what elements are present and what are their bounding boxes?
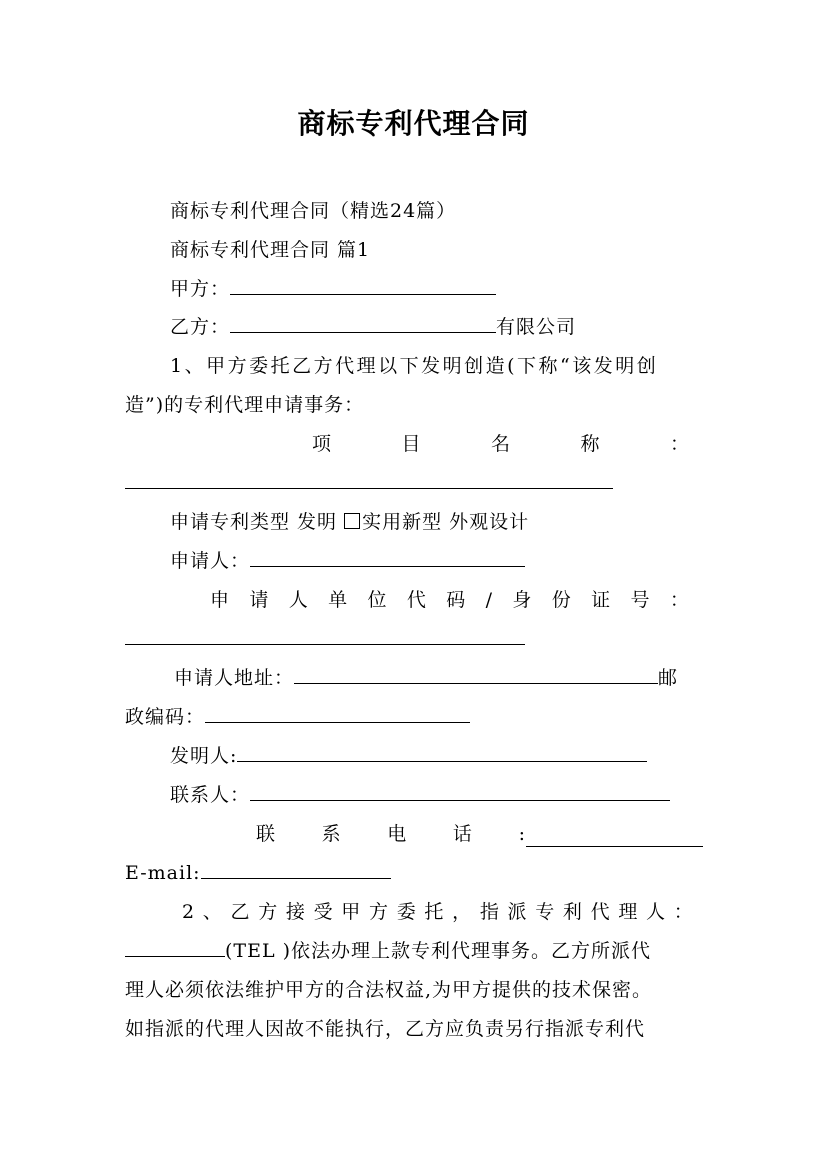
project-name-blank	[125, 470, 613, 489]
clause2-char: 托	[424, 901, 445, 923]
phone-blank	[526, 828, 703, 847]
clause2-char: 委	[396, 901, 417, 923]
patent-type-option: 实用新型 外观设计	[362, 511, 530, 533]
clause2-char: 方	[258, 901, 279, 923]
applicant-label: 申请人：	[170, 550, 251, 572]
clause2-line3: 理人必须依法维护甲方的合法权益,为甲方提供的技术保密。	[125, 979, 653, 1001]
project-name-char: ：	[669, 433, 690, 455]
unit-code-line	[125, 626, 703, 652]
clause2-line2-text: (TEL )依法办理上款专利代理事务。乙方所派代	[225, 940, 652, 962]
address-label: 申请人地址：	[174, 667, 295, 689]
address-blank	[294, 665, 658, 684]
applicant-line	[170, 548, 703, 574]
agent-blank	[125, 938, 225, 957]
email-label: E-mail:	[125, 862, 201, 884]
unit-code-char: 请	[249, 589, 270, 611]
party-b-label: 乙方：	[170, 316, 231, 338]
address-line	[174, 665, 703, 691]
clause2-char: 接	[285, 901, 306, 923]
article-heading: 商标专利代理合同 篇1	[170, 239, 371, 261]
inventor-line	[170, 743, 703, 769]
party-b-suffix: 有限公司	[496, 316, 577, 338]
email-blank	[201, 860, 391, 879]
clause2-char: 乙	[230, 901, 251, 923]
clause2-char: 人	[646, 901, 667, 923]
phone-char: 话	[452, 823, 473, 845]
clause2-char: 、	[202, 901, 223, 923]
party-a-label: 甲方：	[170, 278, 231, 300]
clause2-char: 利	[562, 901, 583, 923]
party-a-blank	[230, 276, 496, 295]
unit-code-char: 单	[328, 589, 349, 611]
clause2-char: 方	[369, 901, 390, 923]
party-b-line	[170, 314, 703, 340]
clause2-char: 派	[507, 901, 528, 923]
unit-code-char: 人	[288, 589, 309, 611]
clause2-char: 理	[618, 901, 639, 923]
contact-blank	[250, 782, 670, 801]
clause2-char: 2	[182, 901, 196, 923]
clause2-line2	[125, 938, 703, 964]
unit-code-char: 号	[630, 589, 651, 611]
phone-char: :	[518, 823, 526, 845]
project-name-char: 名	[490, 433, 511, 455]
inventor-blank	[237, 743, 647, 762]
unit-code-char: 代	[406, 589, 427, 611]
clause2-char: 指	[479, 901, 500, 923]
phone-char: 系	[321, 823, 342, 845]
project-name-char: 目	[401, 433, 422, 455]
postcode-blank	[205, 704, 470, 723]
party-b-blank	[230, 314, 496, 333]
document-subtitle: 商标专利代理合同（精选24篇）	[170, 200, 457, 222]
clause2-char: 甲	[341, 901, 362, 923]
project-name-label	[312, 431, 690, 457]
postcode-label: 政编码：	[125, 706, 206, 728]
applicant-blank	[250, 548, 525, 567]
phone-char: 联	[256, 823, 277, 845]
document-title: 商标专利代理合同	[297, 107, 530, 140]
patent-type-line	[170, 509, 703, 535]
clause2-line4: 如指派的代理人因故不能执行，乙方应负责另行指派专利代	[125, 1018, 646, 1040]
checkbox-icon	[344, 513, 360, 529]
contact-label: 联系人：	[170, 784, 251, 806]
unit-code-char: 份	[551, 589, 572, 611]
contact-line	[170, 782, 703, 808]
clause2-line1	[182, 899, 694, 925]
project-name-char: 项	[312, 433, 333, 455]
address-suffix: 邮	[658, 667, 679, 689]
project-name-char: 称	[580, 433, 601, 455]
unit-code-char: 申	[210, 589, 231, 611]
inventor-label: 发明人:	[170, 745, 238, 767]
phone-line	[256, 821, 703, 847]
party-a-line	[170, 276, 703, 302]
clause1-line1: 1、甲方委托乙方代理以下发明创造(下称“该发明创	[170, 355, 659, 377]
unit-code-char: 身	[512, 589, 533, 611]
phone-label	[256, 821, 526, 847]
phone-char: 电	[387, 823, 408, 845]
clause2-char: 专	[535, 901, 556, 923]
clause2-char: ，	[452, 901, 473, 923]
clause2-char: ：	[673, 901, 694, 923]
clause2-char: 受	[313, 901, 334, 923]
unit-code-char: /	[485, 589, 494, 611]
unit-code-char: 证	[591, 589, 612, 611]
unit-code-label	[210, 587, 690, 613]
clause2-char: 代	[590, 901, 611, 923]
email-line	[125, 860, 703, 886]
unit-code-char: 码	[446, 589, 467, 611]
patent-type-label: 申请专利类型 发明	[170, 511, 345, 533]
unit-code-char: 位	[367, 589, 388, 611]
clause1-line2: 造”)的专利代理申请事务：	[125, 394, 365, 416]
unit-code-blank	[125, 626, 525, 645]
unit-code-char: ：	[669, 589, 690, 611]
project-name-line	[125, 470, 703, 496]
postcode-line	[125, 704, 703, 730]
